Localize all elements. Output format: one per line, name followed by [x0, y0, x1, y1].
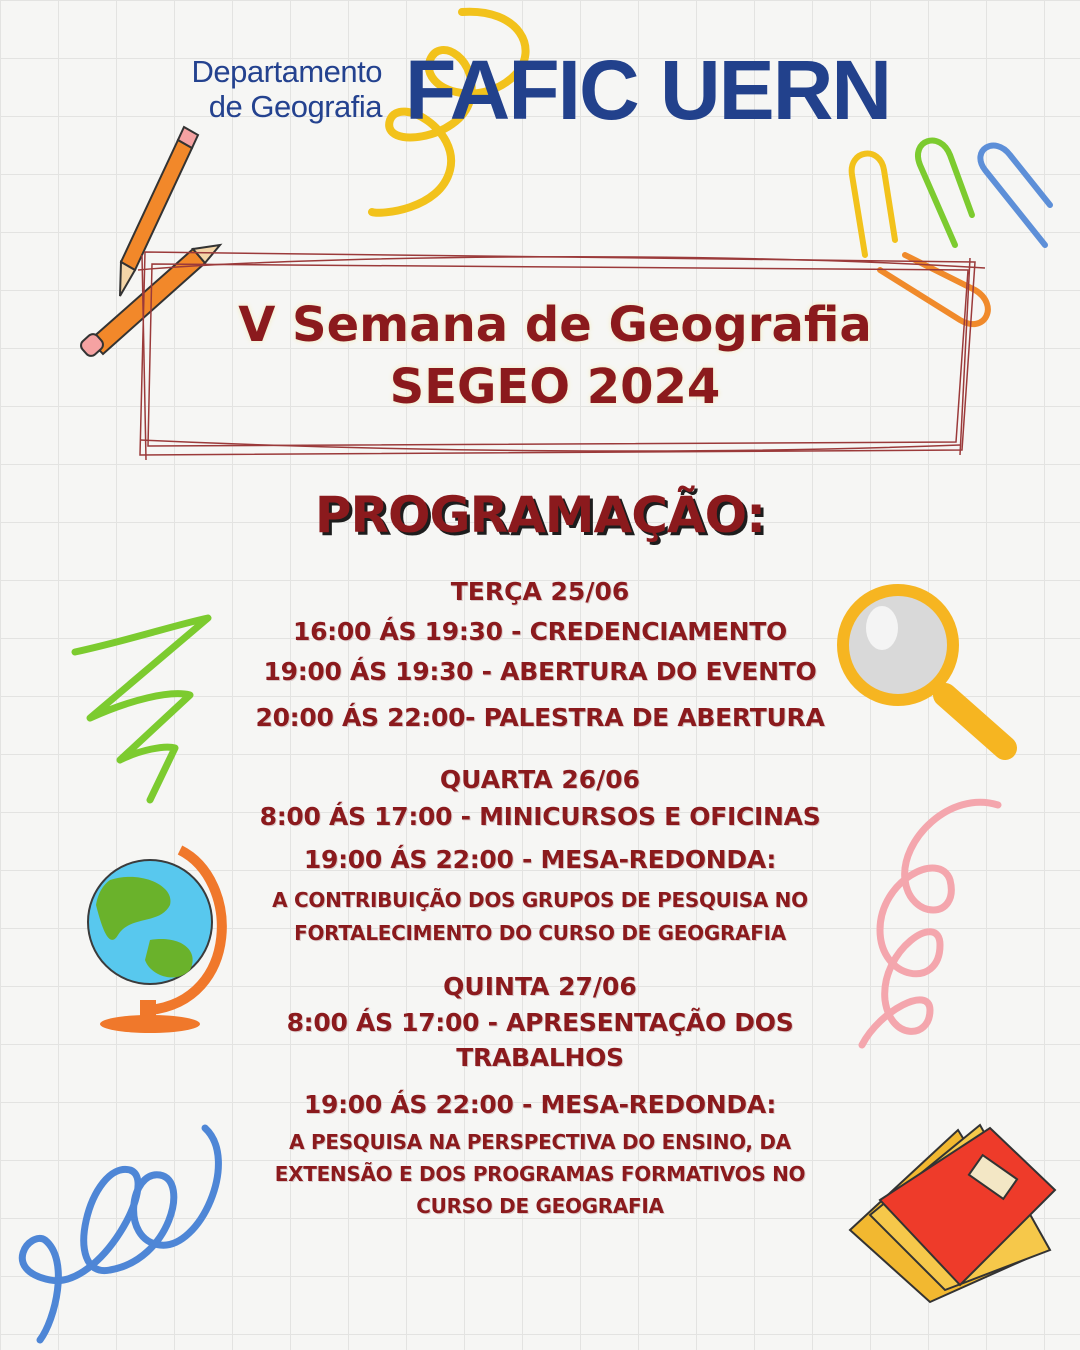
day-heading-wednesday: QUARTA 26/06 — [439, 765, 641, 794]
schedule-item: 20:00 ÁS 22:00- PALESTRA DE ABERTURA — [255, 703, 825, 732]
schedule-description: A CONTRIBUIÇÃO DOS GRUPOS DE PESQUISA NO — [272, 888, 808, 912]
schedule-description: EXTENSÃO E DOS PROGRAMAS FORMATIVOS NO — [274, 1162, 806, 1186]
blue-scribble — [22, 1128, 218, 1340]
schedule-item: 16:00 ÁS 19:30 - CREDENCIAMENTO — [292, 617, 787, 646]
event-subtitle: SEGEO 2024 — [389, 359, 721, 415]
title-frame — [138, 252, 985, 460]
department-line1: Departamento — [191, 54, 382, 89]
schedule-item: 8:00 ÁS 17:00 - MINICURSOS E OFICINAS — [259, 802, 821, 831]
logo-uern: UERN — [660, 43, 891, 137]
day-heading-thursday: QUINTA 27/06 — [443, 972, 637, 1001]
day-heading-tuesday: TERÇA 25/06 — [450, 577, 630, 606]
schedule-item: 8:00 ÁS 17:00 - APRESENTAÇÃO DOS — [286, 1008, 794, 1037]
department-line2: de Geografia — [208, 89, 382, 124]
event-title: V Semana de Geografia — [238, 297, 872, 353]
program-heading: PROGRAMAÇÃO: — [314, 486, 766, 544]
schedule-description: FORTALECIMENTO DO CURSO DE GEOGRAFIA — [294, 921, 786, 945]
schedule-item: TRABALHOS — [456, 1043, 624, 1072]
schedule-description: A PESQUISA NA PERSPECTIVA DO ENSINO, DA — [289, 1130, 791, 1154]
department-name — [120, 54, 382, 124]
schedule-item: 19:00 ÁS 22:00 - MESA-REDONDA: — [303, 845, 777, 874]
schedule-item: 19:00 ÁS 22:00 - MESA-REDONDA: — [303, 1090, 777, 1119]
schedule-description: CURSO DE GEOGRAFIA — [416, 1194, 664, 1218]
schedule-item: 19:00 ÁS 19:30 - ABERTURA DO EVENTO — [263, 657, 817, 686]
logo-fafic: FAFIC — [405, 43, 638, 137]
